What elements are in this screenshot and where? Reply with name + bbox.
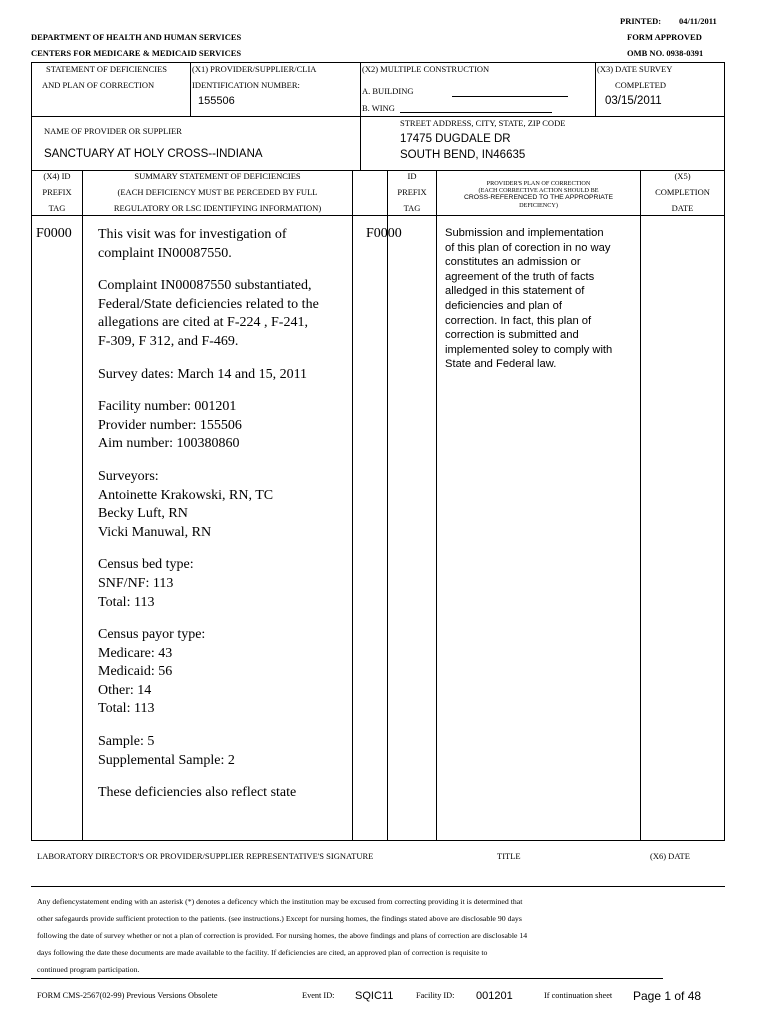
facility-id-label: Facility ID: [416,991,455,1000]
summary-line [98,719,319,733]
id-tag-label: TAG [403,203,421,213]
form-number: FORM CMS-2567(02-99) Previous Versions Obsolete [37,991,218,1000]
facility-id-value: 001201 [476,990,513,1002]
summary-line: F-309, F 312, and F-469. [98,333,239,349]
cms-title: CENTERS FOR MEDICARE & MEDICAID SERVICES [31,48,242,58]
x3-label-1: (X3) DATE SURVEY [597,64,673,74]
summary-header-1: SUMMARY STATEMENT OF DEFICIENCIES [134,171,301,181]
x6-date-label: (X6) DATE [650,851,690,861]
plan-line: correction. In fact, this plan of [445,314,592,327]
plan-line: of this plan of corection in no way [445,241,611,254]
summary-header-2: (EACH DEFICIENCY MUST BE PERCEDED BY FULL [117,187,318,197]
page-number: Page 1 of 48 [633,989,702,1003]
provider-name-label: NAME OF PROVIDER OR SUPPLIER [44,126,182,136]
signature-label: LABORATORY DIRECTOR'S OR PROVIDER/SUPPLIER REPRESENTATIVE'S SIGNATURE [37,851,374,861]
summary-line [98,770,319,784]
statement-label-2: AND PLAN OF CORRECTION [42,80,155,90]
notice-line: days following the date these documents are made available to the facility. If deficiencies are cited, an approved plan of correction is requisite to [37,948,488,957]
form-approved: FORM APPROVED [627,32,702,42]
summary-line: Total: 113 [98,701,155,717]
id-label: ID [407,171,417,181]
date-label: DATE [671,203,694,213]
event-id-label: Event ID: [302,991,335,1000]
x4-prefix-label: PREFIX [42,187,72,197]
summary-line [98,263,319,277]
summary-line: This visit was for investigation of [98,227,287,242]
plan-header-2: (EACH CORRECTIVE ACTION SHOULD BE [478,187,599,194]
prefix-tag-right: F0000 [366,226,402,241]
summary-line: Supplemental Sample: 2 [98,752,235,768]
summary-line: Federal/State deficiencies related to the [98,296,319,312]
summary-line: Medicare: 43 [98,645,173,661]
summary-line: Other: 14 [98,682,152,698]
x1-label-2: IDENTIFICATION NUMBER: [192,80,300,90]
plan-line: Submission and implementation [445,227,604,239]
summary-line [98,542,319,556]
survey-date-value: 03/15/2011 [605,95,662,107]
x5-label: (X5) [674,171,691,181]
summary-line: Sample: 5 [98,734,155,750]
completion-label: COMPLETION [655,187,710,197]
continuation-label: If continuation sheet [544,991,613,1000]
provider-name: SANCTUARY AT HOLY CROSS--INDIANA [44,148,263,160]
summary-line: Medicaid: 56 [98,664,173,680]
statement-label-1: STATEMENT OF DEFICIENCIES [46,64,168,74]
summary-line: Aim number: 100380860 [98,436,240,452]
x3-label-2: COMPLETED [615,80,666,90]
summary-line: Vicki Manuwal, RN [98,524,212,540]
plan-line: alledged in this statement of [445,285,585,298]
wing-label: B. WING [362,103,395,113]
summary-line: Antoinette Krakowski, RN, TC [98,487,274,503]
summary-line [98,384,319,398]
id-prefix-label: PREFIX [397,187,427,197]
plan-header-3: CROSS-REFERENCED TO THE APPROPRIATE [463,194,614,201]
notice-line: Any defiencystatement ending with an asterisk (*) denotes a deficency which the institution may be excused from correcting providing it is determined that [37,897,523,906]
plan-line: State and Federal law. [445,358,557,371]
notice-line: other safegaurds provide sufficient protection to the patients. (see instructions.) Except for nursing homes, the findings stated above are disclosable 90 days [37,914,522,923]
summary-line: Facility number: 001201 [98,399,237,415]
printed-date: 04/11/2011 [679,16,717,26]
summary-line: SNF/NF: 113 [98,575,174,591]
department-title: DEPARTMENT OF HEALTH AND HUMAN SERVICES [31,32,242,42]
plan-line: implemented soley to comply with [445,343,613,356]
notice-line: continued program participation. [37,965,140,974]
summary-header-3: REGULATORY OR LSC IDENTIFYING INFORMATION) [113,203,322,213]
event-id-value: SQIC11 [355,990,394,1002]
summary-line: Total: 113 [98,594,155,610]
street-label: STREET ADDRESS, CITY, STATE, ZIP CODE [400,118,566,128]
summary-line: Surveyors: [98,468,159,484]
plan-line: agreement of the truth of facts [445,270,595,283]
omb-number: OMB NO. 0938-0391 [627,48,704,58]
summary-line: Becky Luft, RN [98,506,188,522]
notice-line: following the date of survey whether or not a plan of correction is provided. For nursing homes, the above findings and plans of correction are disclosable 14 [37,931,528,940]
plan-line: constitutes an admission or [445,256,581,269]
x4-id-label: (X4) ID [43,171,71,181]
plan-header-4: DEFICIENCY) [519,202,558,209]
summary-line [98,454,319,468]
summary-line: Census bed type: [98,557,194,573]
street-line-2: SOUTH BEND, IN46635 [400,149,526,161]
provider-id-value: 155506 [198,95,235,107]
summary-line [98,612,319,626]
plan-of-correction [445,226,612,372]
title-label: TITLE [497,851,521,861]
plan-line: deficiencies and plan of [445,299,562,312]
printed-label: PRINTED: [620,16,662,26]
prefix-tag-left: F0000 [36,226,72,241]
summary-line: Provider number: 155506 [98,417,242,433]
summary-statement [98,226,319,803]
summary-line: Complaint IN00087550 substantiated, [98,278,312,294]
summary-line: These deficiencies also reflect state [98,785,297,801]
x1-label-1: (X1) PROVIDER/SUPPLIER/CLIA [192,64,317,74]
plan-line: correction is submitted and [445,329,579,342]
summary-line: Census payor type: [98,627,206,643]
summary-line: Survey dates: March 14 and 15, 2011 [98,366,308,382]
plan-header-1: PROVIDER'S PLAN OF CORRECTION [486,180,591,187]
x4-tag-label: TAG [48,203,66,213]
x2-label: (X2) MULTIPLE CONSTRUCTION [362,64,490,74]
building-label: A. BUILDING [362,86,414,96]
summary-line: allegations are cited at F-224 , F-241, [98,315,308,331]
disclosure-notice [37,893,527,978]
street-line-1: 17475 DUGDALE DR [400,133,511,145]
summary-line: complaint IN00087550. [98,245,232,261]
summary-line [98,352,319,366]
